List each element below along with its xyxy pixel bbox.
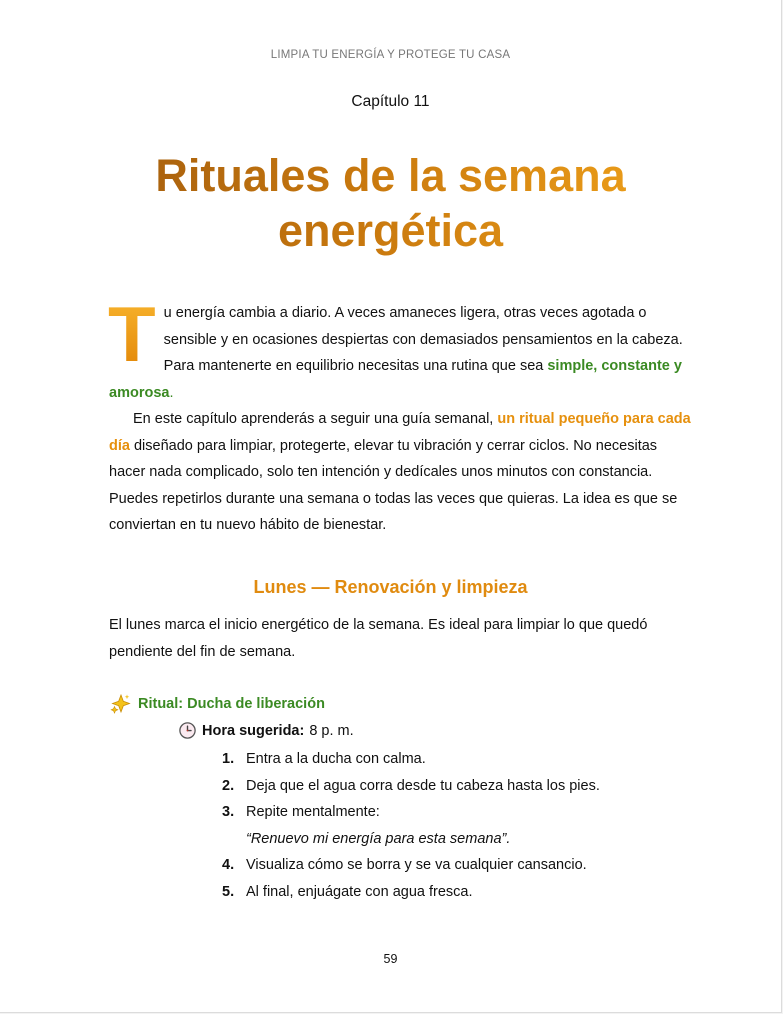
running-head: LIMPIA TU ENERGÍA Y PROTEGE TU CASA bbox=[270, 49, 511, 61]
chapter-title: Rituales de la semana energética bbox=[90, 148, 691, 258]
page-number: 59 bbox=[383, 952, 398, 966]
list-item bbox=[222, 799, 600, 826]
step-text: Visualiza cómo se borra y se va cualquier cansancio. bbox=[246, 857, 587, 873]
intro-p1-end: . bbox=[169, 384, 174, 401]
step-number: 3. bbox=[222, 804, 235, 820]
step-number: 1. bbox=[222, 751, 235, 767]
suggested-time-value: 8 p. m. bbox=[309, 722, 354, 739]
step-number: 2. bbox=[222, 777, 235, 794]
step-number: 5. bbox=[222, 883, 235, 900]
intro-text bbox=[108, 290, 691, 539]
sparkles-icon bbox=[110, 694, 131, 714]
intro-p1-highlight: simple, constante y amorosa bbox=[109, 358, 682, 401]
list-item bbox=[222, 773, 600, 800]
step-text: Entra a la ducha con calma. bbox=[246, 751, 426, 767]
step-text: Deja que el agua corra desde tu cabeza hasta los pies. bbox=[246, 777, 600, 794]
intro-paragraph-1 bbox=[108, 290, 691, 406]
step-text: Repite mentalmente: bbox=[246, 804, 380, 820]
ritual-title bbox=[110, 694, 325, 714]
step-quote-text: “Renuevo mi energía para esta semana”. bbox=[246, 830, 511, 847]
step-number: 4. bbox=[222, 857, 235, 873]
intro-paragraph-2 bbox=[109, 406, 691, 539]
step-text: Al final, enjuágate con agua fresca. bbox=[246, 883, 473, 900]
list-item bbox=[222, 879, 600, 906]
section-intro: El lunes marca el inicio energético de la semana. Es ideal para limpiar lo que quedó pendiente del fin de semana. bbox=[109, 617, 648, 660]
intro-p2-start: En este capítulo aprenderás a seguir una guía semanal, bbox=[133, 411, 498, 427]
section-heading: Lunes — Renovación y limpieza bbox=[253, 577, 528, 597]
intro-p2-highlight: un ritual pequeño para cada día bbox=[109, 411, 691, 454]
ritual-title-text: Ritual: Ducha de liberación bbox=[138, 696, 325, 712]
suggested-time-label: Hora sugerida: bbox=[202, 722, 305, 739]
list-item bbox=[222, 746, 600, 773]
intro-p1-text: u energía cambia a diario. A veces amaneces ligera, otras veces agotada o sensible y en ocasiones despiertas con demasiados pensamientos en la cabeza. Para mantenerte en equilibrio necesitas una rutina que sea bbox=[163, 305, 683, 374]
suggested-time bbox=[179, 722, 354, 739]
step-quote bbox=[222, 826, 600, 853]
chapter-label: Capítulo 11 bbox=[351, 93, 430, 110]
clock-icon bbox=[179, 722, 196, 739]
intro-p2-end: diseñado para limpiar, protegerte, elevar tu vibración y cerrar ciclos. No necesitas hacer nada complicado, solo ten intención y dedícales unos minutos con constancia. Puedes repetirlos durante una semana o todas las veces que quieras. La idea es que se conviertan en tu nuevo hábito de bienestar. bbox=[109, 437, 678, 533]
drop-cap: T bbox=[108, 290, 156, 378]
list-item bbox=[222, 852, 600, 879]
ritual-steps bbox=[222, 746, 600, 905]
